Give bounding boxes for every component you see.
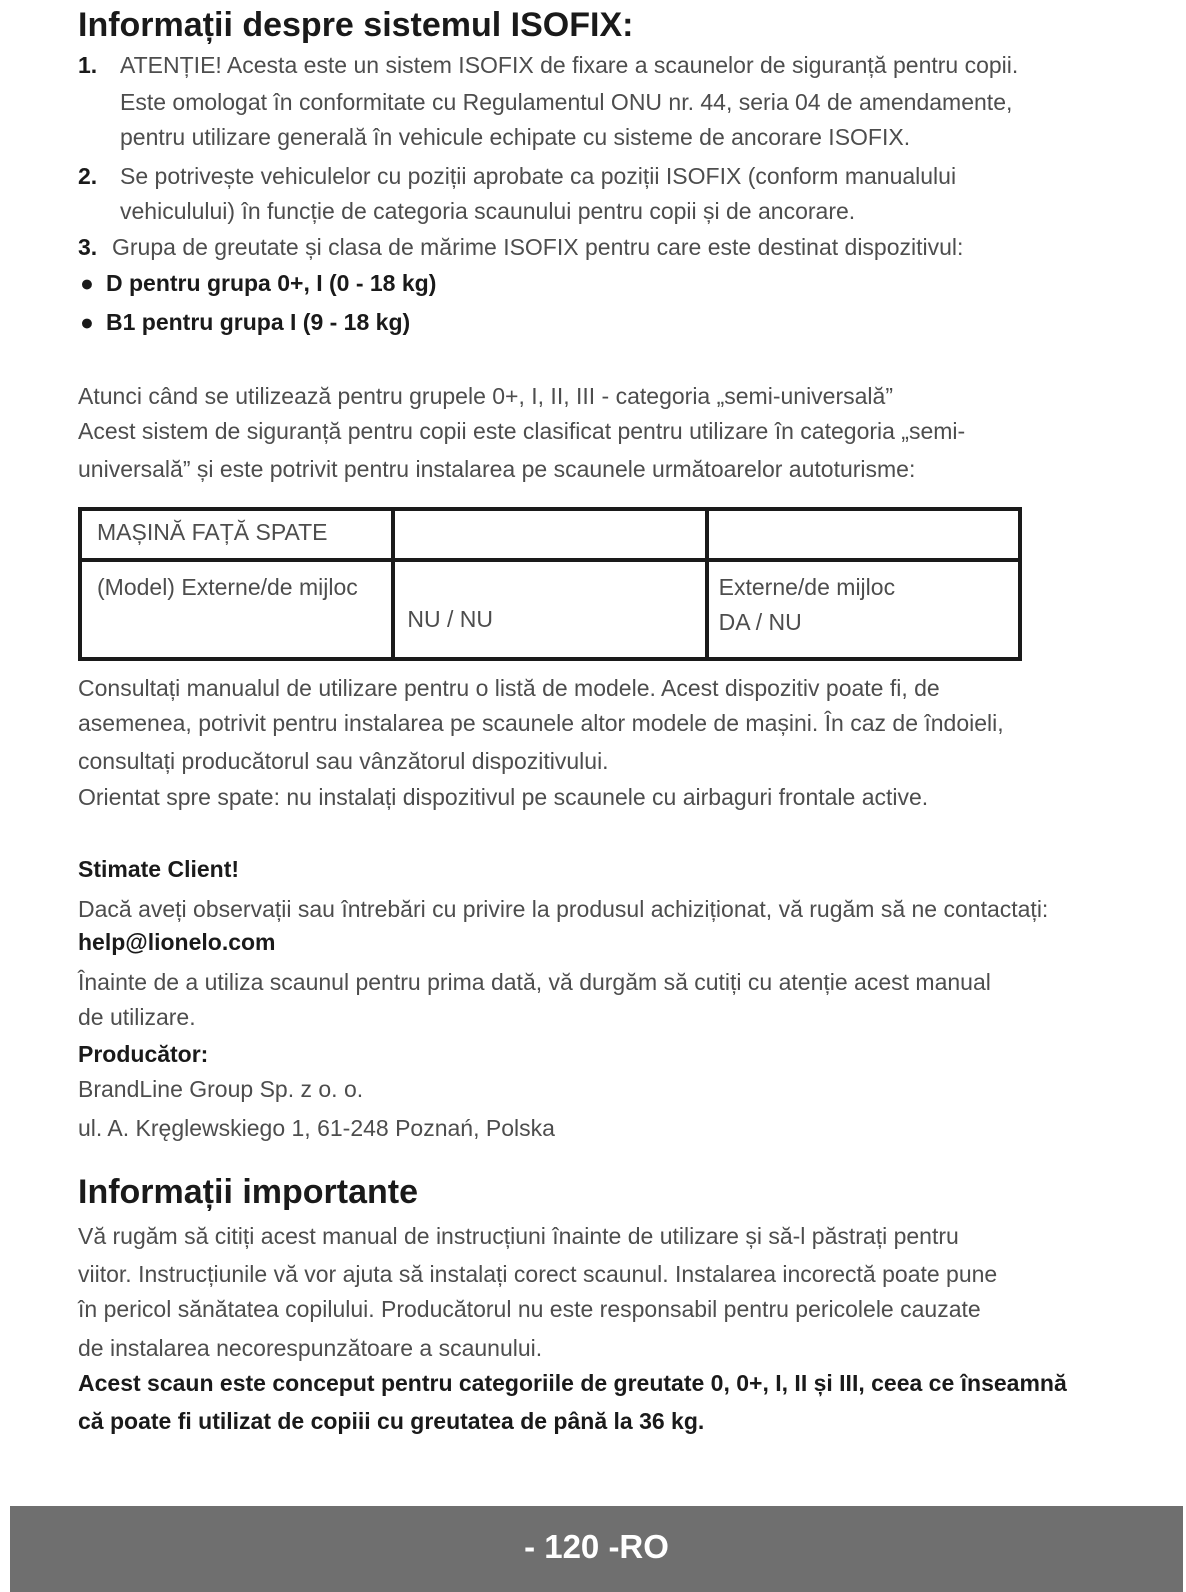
page-footer (10, 1506, 1183, 1592)
bullet-dot-2: ● (80, 309, 94, 335)
producer-label: Producător: (78, 1041, 209, 1067)
important-line-1: Vă rugăm să citiți acest manual de instrucțiuni înainte de utilizare și să-l păstrați pentru (78, 1223, 959, 1249)
client-read-line-1: Înainte de a utiliza scaunul pentru prima dată, vă durgăm să cutiți cu atenție acest manual (78, 969, 991, 995)
semi-line-3: universală” și este potrivit pentru instalarea pe scaunele următoarelor autoturisme: (78, 456, 916, 482)
isofix-title: Informații despre sistemul ISOFIX: (78, 6, 634, 44)
item-2-line-2: vehiculului) în funcție de categoria scaunului pentru copii și de ancorare. (120, 198, 856, 224)
client-email[interactable]: help@lionelo.com (78, 929, 276, 955)
item-1-number: 1. (78, 52, 98, 78)
consult-line-3: consultați producătorul sau vânzătorul dispozitivului. (78, 748, 609, 774)
page-number: - 120 -RO (524, 1528, 669, 1565)
item-1-line-2: Este omologat în conformitate cu Regulamentul ONU nr. 44, seria 04 de amendamente, (120, 89, 1013, 115)
consult-line-2: asemenea, potrivit pentru instalarea pe scaunele altor modele de mașini. În caz de îndoieli, (78, 710, 1004, 736)
important-bold-line-2: că poate fi utilizat de copiii cu greutatea de până la 36 kg. (78, 1408, 705, 1434)
semi-line-2: Acest sistem de siguranță pentru copii este clasificat pentru utilizare în categoria „semi- (78, 418, 966, 444)
client-contact-line: Dacă aveți observații sau întrebări cu privire la produsul achiziționat, vă rugăm să ne contactați: (78, 896, 1049, 922)
table-front-cell (393, 560, 706, 659)
table-front-value: NU / NU (407, 606, 493, 632)
item-2-number: 2. (78, 163, 98, 189)
table-row-label: (Model) Externe/de mijloc (97, 574, 358, 600)
consult-line-1: Consultați manualul de utilizare pentru o listă de modele. Acest dispozitiv poate fi, de (78, 675, 940, 701)
table-empty-cell-2 (707, 509, 1020, 560)
table-rear-value: DA / NU (718, 609, 802, 635)
client-read-line-2: de utilizare. (78, 1004, 196, 1030)
table-header-cell (80, 509, 393, 560)
bullet-dot-1: ● (80, 270, 94, 296)
important-line-4: de instalarea necorespunzătoare a scaunului. (78, 1335, 543, 1361)
important-bold-line-1: Acest scaun este conceput pentru categoriile de greutate 0, 0+, I, II și III, ceea ce înseamnă (78, 1370, 1067, 1396)
bullet-1: D pentru grupa 0+, I (0 - 18 kg) (106, 270, 437, 296)
item-1-line-3: pentru utilizare generală în vehicule echipate cu sisteme de ancorare ISOFIX. (120, 124, 911, 150)
table-empty-cell-1 (393, 509, 706, 560)
item-3-line-1: Grupa de greutate și clasa de mărime ISOFIX pentru care este destinat dispozitivul: (112, 234, 964, 260)
table-rear-label: Externe/de mijloc (718, 574, 896, 600)
producer-address: ul. A. Kręglewskiego 1, 61-248 Poznań, Polska (78, 1115, 555, 1141)
vehicle-table (78, 507, 1022, 661)
item-1-line-1: ATENȚIE! Acesta este un sistem ISOFIX de fixare a scaunelor de siguranță pentru copii. (120, 52, 1019, 78)
semi-line-1: Atunci când se utilizează pentru grupele 0+, I, II, III - categoria „semi-universală” (78, 383, 893, 409)
table-header: MAȘINĂ FAȚĂ SPATE (97, 519, 328, 545)
bullet-2: B1 pentru grupa I (9 - 18 kg) (106, 309, 411, 335)
item-2-line-1: Se potrivește vehiculelor cu poziții aprobate ca poziții ISOFIX (conform manualului (120, 163, 957, 189)
client-greeting: Stimate Client! (78, 856, 240, 882)
table-rear-cell (707, 560, 1020, 659)
table-row-label-cell (80, 560, 393, 659)
important-title: Informații importante (78, 1173, 419, 1211)
important-line-3: în pericol sănătatea copilului. Producătorul nu este responsabil pentru pericolele cauzate (78, 1296, 981, 1322)
consult-line-4: Orientat spre spate: nu instalați dispozitivul pe scaunele cu airbaguri frontale active. (78, 784, 929, 810)
producer-name: BrandLine Group Sp. z o. o. (78, 1076, 364, 1102)
item-3-number: 3. (78, 234, 98, 260)
important-line-2: viitor. Instrucțiunile vă vor ajuta să instalați corect scaunul. Instalarea incorectă poate pune (78, 1261, 998, 1287)
